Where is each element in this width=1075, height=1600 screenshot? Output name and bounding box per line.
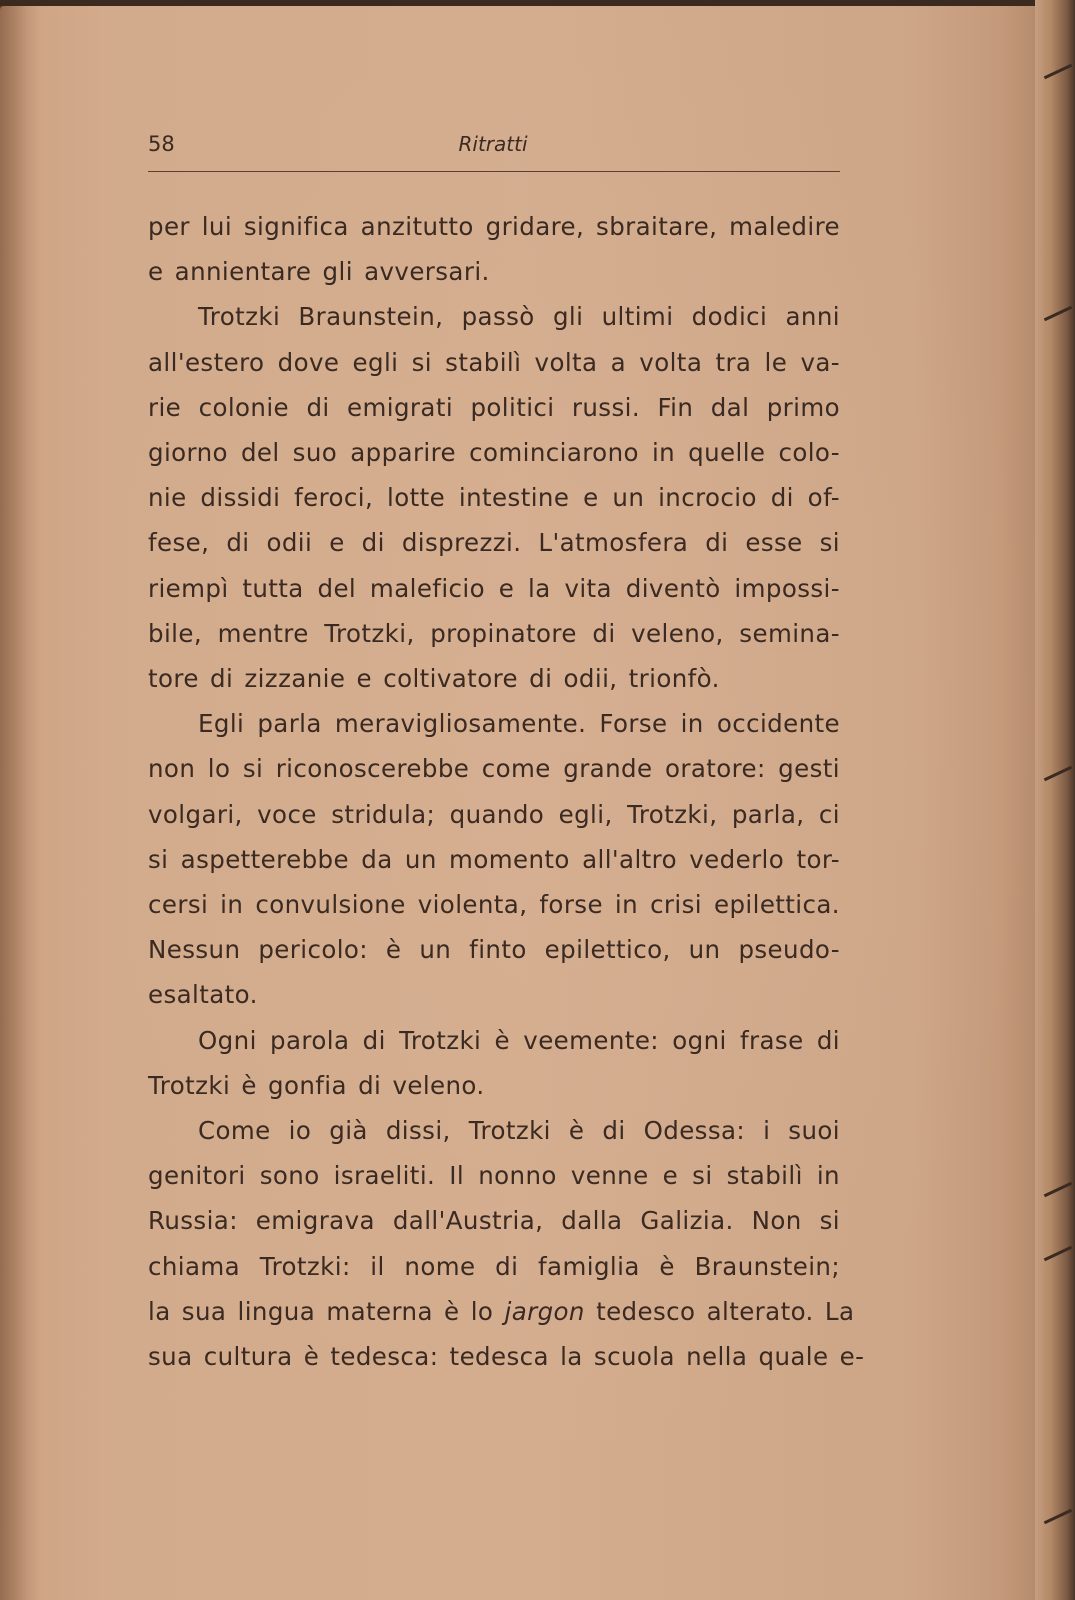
text-line: nie dissidi feroci, lotte intestine e un incrocio di of- (148, 483, 840, 513)
italic-word: jargon (504, 1296, 585, 1326)
page-edge (1035, 0, 1075, 1600)
text-fragment: la sua lingua materna è lo (148, 1296, 505, 1326)
text-line: Egli parla meravigliosamente. Forse in occidente (198, 709, 840, 739)
text-line: fese, di odii e di disprezzi. L'atmosfera di esse si (148, 528, 840, 558)
text-line: Come io già dissi, Trotzki è di Odessa: i suoi (198, 1116, 840, 1146)
text-line: giorno del suo apparire cominciarono in quelle colo- (148, 438, 840, 468)
text-line: tore di zizzanie e coltivatore di odii, trionfò. (148, 664, 720, 694)
book-page (0, 6, 1040, 1600)
body-text (148, 204, 865, 1379)
text-line: chiama Trotzki: il nome di famiglia è Braunstein; (148, 1251, 840, 1281)
text-line: volgari, voce stridula; quando egli, Trotzki, parla, ci (148, 799, 840, 829)
text-line: Trotzki è gonfia di veleno. (148, 1070, 485, 1100)
text-line: bile, mentre Trotzki, propinatore di veleno, semina- (148, 618, 840, 648)
page-header (148, 128, 838, 168)
text-line: Nessun pericolo: è un finto epilettico, un pseudo- (148, 935, 840, 965)
running-title: Ritratti (458, 132, 528, 156)
text-line: cersi in convulsione violenta, forse in crisi epilettica. (148, 890, 840, 920)
page-number: 58 (148, 132, 175, 156)
text-line: non lo si riconoscerebbe come grande oratore: gesti (148, 754, 840, 784)
text-line: esaltato. (148, 980, 258, 1010)
edge-mark (1044, 1182, 1072, 1197)
header-rule (148, 171, 840, 172)
text-line: e annientare gli avversari. (148, 257, 490, 287)
text-line: Trotzki Braunstein, passò gli ultimi dodici anni (198, 302, 840, 332)
edge-mark (1044, 1246, 1072, 1261)
text-line: genitori sono israeliti. Il nonno venne e si stabilì in (148, 1161, 840, 1191)
text-line: all'estero dove egli si stabilì volta a volta tra le va- (148, 347, 840, 377)
text-line: si aspetterebbe da un momento all'altro vederlo tor- (148, 844, 840, 874)
text-line: sua cultura è tedesca: tedesca la scuola nella quale e- (148, 1342, 865, 1372)
text-line: Ogni parola di Trotzki è veemente: ogni frase di (198, 1025, 840, 1055)
text-line: per lui significa anzitutto gridare, sbraitare, maledire (148, 212, 840, 241)
text-line (148, 1289, 855, 1334)
text-line: riempì tutta del maleficio e la vita diventò impossi- (148, 573, 840, 603)
edge-mark (1044, 766, 1072, 781)
text-fragment: tedesco alterato. La (584, 1296, 855, 1326)
text-line: Russia: emigrava dall'Austria, dalla Galizia. Non si (148, 1206, 840, 1236)
edge-mark (1044, 1509, 1072, 1524)
edge-mark (1044, 306, 1072, 321)
edge-mark (1044, 64, 1072, 79)
text-line: rie colonie di emigrati politici russi. Fin dal primo (148, 392, 840, 422)
